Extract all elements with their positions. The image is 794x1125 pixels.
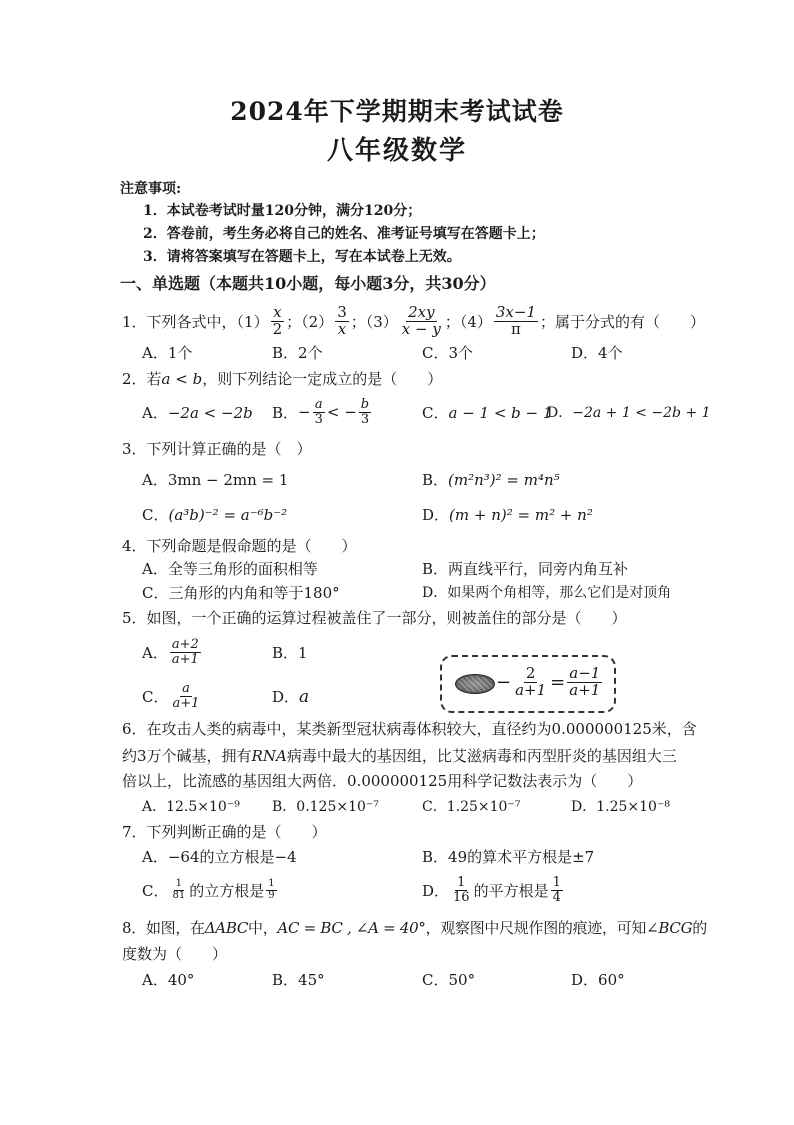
q1-fraction-2: $\frac{3}{x}$ bbox=[337, 302, 347, 338]
q4-option-b[interactable]: B．两直线平行，同旁内角互补 bbox=[422, 560, 629, 578]
q2-option-a[interactable]: A．−2a < −2b bbox=[142, 404, 253, 422]
notice-item-3: 3．请将答案填写在答题卡上，写在本试卷上无效。 bbox=[143, 249, 461, 265]
q5-figure-equation: − $\frac{2}{a+1}$ = $\frac{a-1}{a+1}$ bbox=[496, 663, 601, 699]
notice-heading: 注意事项: bbox=[120, 181, 182, 197]
q1-fraction-3: $\frac{2xy}{x - y}$ bbox=[401, 302, 441, 338]
q1-fraction-4: $\frac{3x-1}{\pi}$ bbox=[495, 302, 536, 338]
q1-option-a[interactable]: A．1个 bbox=[142, 344, 193, 362]
q2-option-c[interactable]: C．a − 1 < b − 1 bbox=[422, 404, 553, 422]
q6-option-d[interactable]: D．1.25×10⁻⁸ bbox=[571, 799, 670, 815]
question-6-line-2: 约3万个碱基，拥有RNA病毒中最大的基因组，比艾滋病毒和丙型肝炎的基因组大三 bbox=[122, 747, 677, 765]
q8-option-c[interactable]: C．50° bbox=[422, 971, 476, 989]
question-6-line-3: 倍以上，比流感的基因组大两倍．0.000000125用科学记数法表示为（ ） bbox=[122, 772, 643, 790]
section-heading: 一、单选题（本题共10小题，每小题3分，共30分） bbox=[120, 274, 496, 293]
q8-option-b[interactable]: B．45° bbox=[272, 971, 325, 989]
question-2-stem: 2．若a < b，则下列结论一定成立的是（ ） bbox=[122, 370, 443, 388]
q4-option-a[interactable]: A．全等三角形的面积相等 bbox=[142, 560, 318, 578]
q6-option-b[interactable]: B．0.125×10⁻⁷ bbox=[272, 799, 379, 815]
q5-option-c[interactable]: C． $\frac{a}{a+1}$ bbox=[142, 680, 200, 711]
q3-option-c[interactable]: C．(a³b)⁻² = a⁻⁶b⁻² bbox=[142, 506, 288, 524]
q7-option-c[interactable]: C． $\frac{1}{81}$ 的立方根是 $\frac{1}{9}$ bbox=[142, 878, 275, 901]
q3-option-d[interactable]: D．(m + n)² = m² + n² bbox=[422, 506, 593, 524]
q2-option-b[interactable]: B． − $\frac{a}{3}$ < − $\frac{b}{3}$ bbox=[272, 396, 370, 427]
q8-option-d[interactable]: D．60° bbox=[571, 971, 625, 989]
q1-prefix: 1．下列各式中，（1） bbox=[122, 312, 269, 331]
question-8-line-1: 8．如图，在ΔABC中，AC = BC , ∠A = 40°，观察图中尺规作图的痕迹，可知∠BCG的 bbox=[122, 919, 707, 937]
q7-option-d[interactable]: D． $\frac{1}{16}$ 的平方根是 $\frac{1}{4}$ bbox=[422, 874, 561, 905]
q7-option-a[interactable]: A．−64的立方根是−4 bbox=[142, 848, 297, 866]
question-7-stem: 7．下列判断正确的是（ ） bbox=[122, 823, 327, 841]
exam-title: 2024年下学期期末考试试卷 bbox=[230, 97, 564, 126]
question-6-line-1: 6．在攻击人类的病毒中，某类新型冠状病毒体积较大，直径约为0.000000125米，含 bbox=[122, 720, 697, 738]
notice-item-1: 1．本试卷考试时量120分钟，满分120分； bbox=[143, 203, 422, 219]
question-8-line-2: 度数为（ ） bbox=[122, 945, 228, 963]
question-3-stem: 3．下列计算正确的是（ ） bbox=[122, 440, 312, 458]
q4-option-d[interactable]: D．如果两个角相等，那么它们是对顶角 bbox=[422, 585, 672, 601]
q1-fraction-1: $\frac{x}{2}$ bbox=[272, 302, 283, 338]
q3-option-a[interactable]: A．3mn − 2mn = 1 bbox=[142, 471, 289, 489]
covered-blob-icon bbox=[455, 674, 495, 694]
exam-subtitle: 八年级数学 bbox=[326, 136, 467, 166]
q5-option-d[interactable]: D．a bbox=[272, 687, 310, 707]
notice-item-2: 2．答卷前，考生务必将自己的姓名、准考证号填写在答题卡上； bbox=[143, 226, 545, 242]
q4-option-c[interactable]: C．三角形的内角和等于180° bbox=[142, 584, 340, 602]
q2-option-d[interactable]: D．−2a + 1 < −2b + 1 bbox=[547, 405, 711, 421]
q5-option-b[interactable]: B．1 bbox=[272, 644, 308, 662]
q1-option-c[interactable]: C．3个 bbox=[422, 344, 474, 362]
q5-option-a[interactable]: A． $\frac{a+2}{a+1}$ bbox=[142, 636, 199, 667]
q7-option-b[interactable]: B．49的算术平方根是±7 bbox=[422, 848, 595, 866]
q1-option-b[interactable]: B．2个 bbox=[272, 344, 323, 362]
question-1-stem: 1．下列各式中，（1） $\frac{x}{2}$ ；（2） $\frac{3}{x}$ ；（3） $\frac{2xy}{x - y}$ ；（4） $\frac{3x-1}{\pi}$ ；属于分式的有（ ） bbox=[122, 302, 706, 338]
q8-option-a[interactable]: A．40° bbox=[142, 971, 195, 989]
q3-option-b[interactable]: B．(m²n³)² = m⁴n⁵ bbox=[422, 471, 560, 489]
question-4-stem: 4．下列命题是假命题的是（ ） bbox=[122, 537, 357, 555]
q6-option-c[interactable]: C．1.25×10⁻⁷ bbox=[422, 799, 521, 815]
q1-option-d[interactable]: D．4个 bbox=[571, 344, 623, 362]
question-5-stem: 5．如图，一个正确的运算过程被盖住了一部分，则被盖住的部分是（ ） bbox=[122, 609, 627, 627]
q6-option-a[interactable]: A．12.5×10⁻⁹ bbox=[142, 799, 240, 815]
